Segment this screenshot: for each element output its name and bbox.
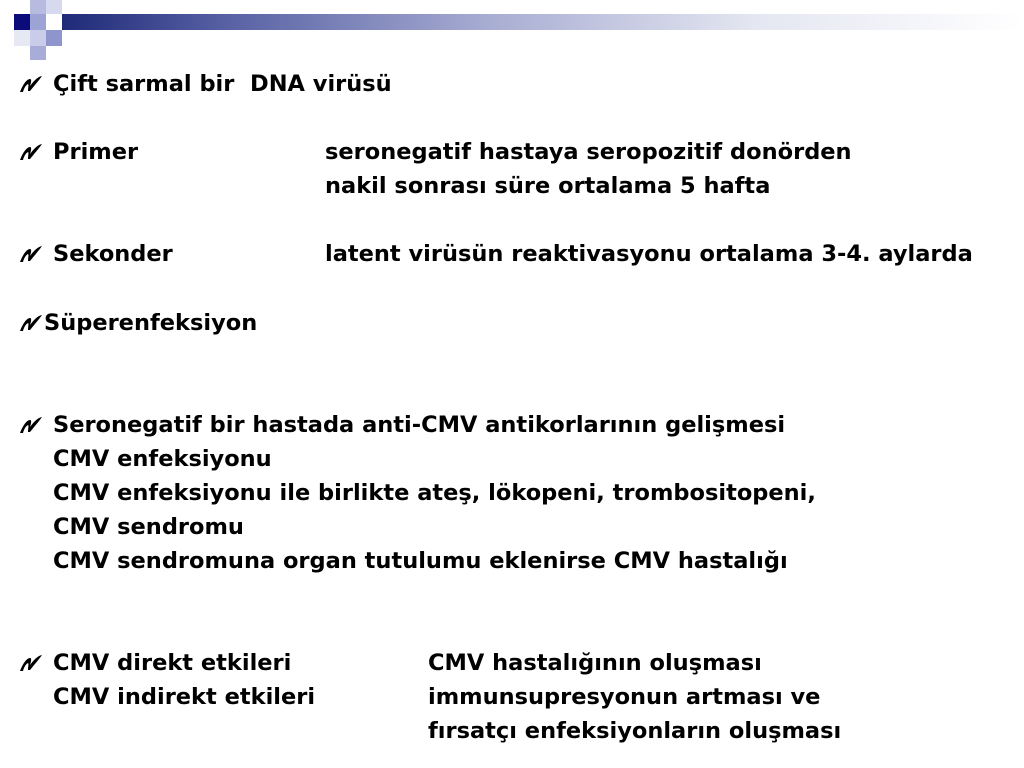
- arrow-bullet-icon: [18, 313, 44, 333]
- header-square-dark: [14, 14, 30, 30]
- bullet-primer-desc-line2: nakil sonrası süre ortalama 5 hafta: [325, 173, 771, 199]
- bullet-indirekt-desc-line2: fırsatçı enfeksiyonların oluşması: [428, 718, 842, 744]
- header-square: [30, 30, 46, 46]
- bullet-seronegatif-line2: CMV enfeksiyonu: [53, 446, 272, 472]
- header-square: [46, 14, 62, 30]
- bullet-seronegatif-line4: CMV sendromu: [53, 514, 244, 540]
- arrow-bullet-icon: [18, 415, 44, 435]
- bullet-direkt-label: CMV direkt etkileri: [53, 650, 292, 676]
- header-square: [14, 30, 30, 46]
- header-square: [30, 46, 46, 60]
- slide-header-decoration: [0, 0, 1024, 64]
- header-gradient-bar: [60, 14, 1024, 30]
- arrow-bullet-icon: [18, 653, 44, 673]
- header-square: [46, 0, 62, 14]
- bullet-dna-virus: Çift sarmal bir DNA virüsü: [53, 71, 392, 97]
- bullet-seronegatif-line1: Seronegatif bir hastada anti-CMV antikorlarının gelişmesi: [53, 412, 786, 438]
- arrow-bullet-icon: [18, 74, 44, 94]
- bullet-primer-desc-line1: seronegatif hastaya seropozitif donörden: [325, 139, 852, 165]
- header-square: [30, 14, 46, 30]
- header-square: [46, 30, 62, 46]
- arrow-bullet-icon: [18, 142, 44, 162]
- bullet-superenfeksiyon: Süperenfeksiyon: [44, 310, 258, 336]
- bullet-sekonder-desc: latent virüsün reaktivasyonu ortalama 3-4. aylarda: [325, 241, 973, 267]
- bullet-indirekt-desc-line1: immunsupresyonun artması ve: [428, 684, 821, 710]
- arrow-bullet-icon: [18, 244, 44, 264]
- bullet-indirekt-label: CMV indirekt etkileri: [53, 684, 316, 710]
- bullet-seronegatif-line5: CMV sendromuna organ tutulumu eklenirse CMV hastalığı: [53, 548, 788, 574]
- header-square: [30, 0, 46, 14]
- bullet-sekonder-label: Sekonder: [53, 241, 173, 267]
- bullet-seronegatif-line3: CMV enfeksiyonu ile birlikte ateş, lökopeni, trombositopeni,: [53, 480, 816, 506]
- bullet-direkt-desc: CMV hastalığının oluşması: [428, 650, 762, 676]
- bullet-primer-label: Primer: [53, 139, 139, 165]
